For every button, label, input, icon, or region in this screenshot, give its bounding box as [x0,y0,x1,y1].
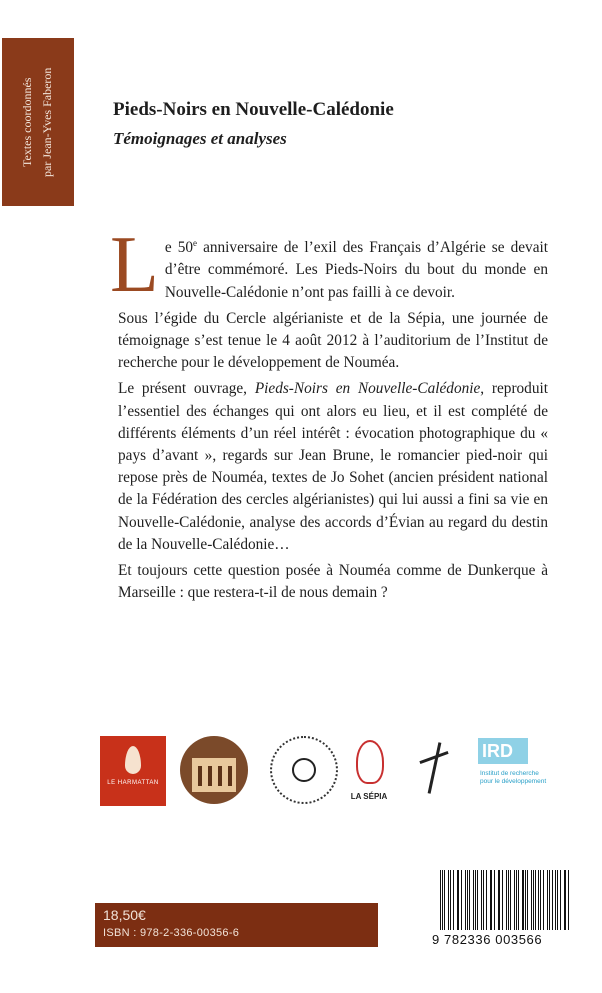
barcode-bar [540,870,541,930]
paragraph-1-start: e 50 [164,239,194,257]
barcode-bar [465,870,466,930]
barcode-bar [568,870,569,930]
harmattan-logo [100,736,166,806]
barcode-bar [510,870,511,930]
flame-icon [125,746,141,774]
cercle-algerianiste-logo [264,736,342,806]
paragraph-1-superscript: e [193,238,198,248]
price: 18,50€ [103,907,146,923]
barcode-bar [499,870,500,930]
isbn: ISBN : 978-2-336-00356-6 [103,927,240,939]
paragraph-4: Et toujours cette question posée à Nouméa comme de Dunkerque à Marseille : que restera-t-il de nous demain ? [118,561,548,602]
side-tab-line1: Textes coordonnés [20,77,34,167]
drop-cap: L [110,221,159,309]
book-title: Pieds-Noirs en Nouvelle-Calédonie [113,99,394,120]
paragraph-1 [110,221,548,309]
figure-logo [405,736,465,806]
barcode-bar [518,870,519,930]
barcode-bar [477,870,478,930]
side-tab-text [17,48,57,196]
barcode-bar [461,870,462,930]
barcode-bar [440,870,441,930]
side-tab [2,38,74,206]
paragraph-3 [118,378,548,556]
face-icon [292,758,316,782]
barcode-bar [527,870,528,930]
book-subtitle: Témoignages et analyses [113,129,287,148]
barcode-bar [502,870,503,930]
cuttlefish-icon [356,740,384,784]
ird-logo [478,736,564,808]
sepia-logo [344,736,394,806]
paragraph-1-rest: anniversaire de l’exil des Français d’Algérie se devait d’être commémoré. Les Pieds-Noirs du bout du monde en Nouvelle-Calédonie n’ont pas failli à ce devoir. [164,239,548,301]
ird-logo-text [480,770,546,786]
price-band [95,903,378,947]
barcode-bar [483,870,484,930]
barcode-bar [555,870,556,930]
back-cover-text [110,221,548,608]
ird-logo-text-line2: pour le développement [480,778,547,785]
barcode-bar [453,870,454,930]
sepia-logo-text: LA SÉPIA [350,792,388,801]
harmattan-logo-text: LE HARMATTAN [107,780,159,786]
barcode-bar [522,870,523,930]
barcode-bar [469,870,470,930]
round-emblem-logo [180,736,248,804]
barcode-bar [547,870,548,930]
paragraph-3-start: Le présent ouvrage, [118,380,255,398]
barcode [440,870,572,930]
paragraph-3-title: Pieds-Noirs en Nouvelle-Calédonie [254,380,481,398]
partner-logos [100,736,570,808]
barcode-bar [491,870,492,930]
ird-logo-text-line1: Institut de recherche [480,770,539,777]
barcode-bar [560,870,561,930]
paragraph-2: Sous l’égide du Cercle algérianiste et de la Sépia, une journée de témoignage s’est tenue le 4 août 2012 à l’auditorium de l’Institut de recherche pour le développement de Nouméa. [118,309,548,372]
ird-logo-box: IRD [478,738,528,764]
barcode-bar [448,870,449,930]
building-icon [192,758,236,792]
barcode-number: 9 782336 003566 [432,932,543,947]
barcode-bar [538,870,539,930]
side-tab-line2: par Jean-Yves Faberon [40,67,54,177]
paragraph-3-rest: , reproduit l’essentiel des échanges qui ont alors eu lieu, et il est complété de différents éléments d’un réel intérêt : évocation photographique du « pays d’avant », regards sur Jean Brune, le romancier pied-noir qui repose près de Nouméa, textes de Jo Sohet (ancien président national de la Fédération des cercles algérianistes) qui lui aussi a fini sa vie en Nouvelle-Calédonie, analyse des accords d’Évian au regard du destin de la Nouvelle-Calédonie… [118,380,548,553]
figure-icon [428,742,442,793]
